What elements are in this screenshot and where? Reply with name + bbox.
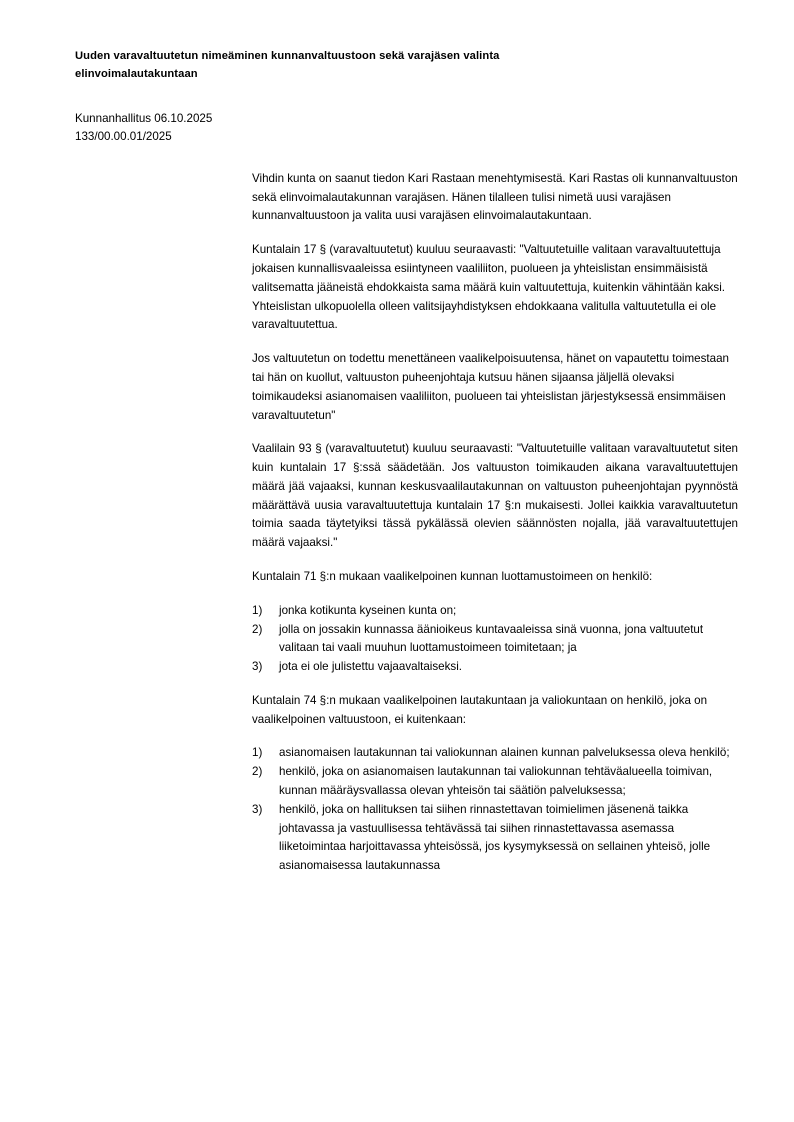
paragraph-kuntalaki-17-a: Kuntalain 17 § (varavaltuutetut) kuuluu seuraavasti: "Valtuutetuille valitaan varavaltuutettuja jokaisen kunnallisvaaleissa esiintyneen vaaliliiton, puolueen ja yhteislistan ensimmäisistä valitsematta jääneistä ehdokkaista sama määrä kuin valtuutettuja, kuitenkin vähintään kaksi. Yhteislistan ulkopuolella olleen valitsijayhdistyksen ehdokkaana valitulla valtuutetulla ei ole varavaltuutettua. <box>252 243 726 332</box>
list-item <box>252 658 738 677</box>
list-item-text: jota ei ole julistettu vajaavaltaiseksi. <box>279 660 463 674</box>
list-item <box>252 801 738 876</box>
section-71-list <box>252 602 738 677</box>
paragraph-intro: Vihdin kunta on saanut tiedon Kari Rastaan menehtymisestä. Kari Rastas oli kunnanvaltuuston sekä elinvoimalautakunnan varajäsen. Hänen tilalleen tulisi nimetä uusi varajäsen kunnanvaltuustoon ja valita uusi varajäsen elinvoimalautakuntaan. <box>252 171 738 223</box>
list-item-text: jolla on jossakin kunnassa äänioikeus kuntavaaleissa sinä vuonna, jona valtuutetut valitaan tai vaali muuhun luottamustoimeen toimitetaan; ja <box>279 622 704 655</box>
paragraph-kuntalaki-17-b: Jos valtuutetun on todettu menettäneen vaalikelpoisuutensa, hänet on vapautettu toimestaan tai hän on kuollut, valtuuston puheenjohtaja kutsuu hänen sijaansa jäljellä olevaksi toimikaudeksi asianomaisen vaaliliiton, puolueen tai yhteislistan järjestyksessä ensimmäisen varavaltuutetun" <box>252 352 729 422</box>
document-body <box>252 170 738 876</box>
list-item-text: henkilö, joka on hallituksen tai siihen rinnastettavan toimielimen jäsenenä taikka johtavassa ja vastuullisessa tehtävässä tai siihen rinnastettavassa asemassa liiketoimintaa harjoittavassa yhteisössä, jos kysymyksessä on sellainen yhteisö, jolle asianomaisessa lautakunnassa <box>279 802 711 873</box>
list-marker: 2) <box>252 765 263 779</box>
paragraph-vaalilaki-93: Vaalilain 93 § (varavaltuutetut) kuuluu seuraavasti: "Valtuutetuille valitaan varavaltuutetut siten kuin kuntalain 17 §:ssä säädetään. Jos valtuuston toimikauden aikana varavaltuutettujen määrä jää vajaaksi, kunnan keskusvaalilautakunnan on valtuuston puheenjohtajan pyynnöstä määrättävä uusia varavaltuutettuja kuntalain 17 §:n mukaisesti. Jollei kaikkia varavaltuutetun toimia saada täytetyiksi tässä pykälässä olevien säännösten nojalla, jää varavaltuutettujen määrä vajaaksi." <box>252 442 738 550</box>
list-item-text: jonka kotikunta kyseinen kunta on; <box>279 603 457 617</box>
page-title: Uuden varavaltuutetun nimeäminen kunnanvaltuustoon sekä varajäsen valinta elinvoimalautakuntaan <box>75 50 500 81</box>
list-marker: 3) <box>252 660 263 674</box>
list-marker: 2) <box>252 622 263 636</box>
meta-organ-date: Kunnanhallitus 06.10.2025 <box>75 111 213 125</box>
list-marker: 1) <box>252 603 263 617</box>
list-item <box>252 763 738 801</box>
section-74-intro: Kuntalain 74 §:n mukaan vaalikelpoinen lautakuntaan ja valiokuntaan on henkilö, joka on vaalikelpoinen valtuustoon, ei kuitenkaan: <box>252 693 708 726</box>
list-item-text: asianomaisen lautakunnan tai valiokunnan alainen kunnan palveluksessa oleva henkilö; <box>279 746 730 760</box>
section-74-list <box>252 744 738 875</box>
meta-reference: 133/00.00.01/2025 <box>75 129 172 143</box>
list-marker: 1) <box>252 746 263 760</box>
list-item <box>252 602 738 621</box>
list-item <box>252 621 738 659</box>
document-meta <box>75 110 737 146</box>
list-marker: 3) <box>252 802 263 816</box>
list-item <box>252 744 738 763</box>
section-71-intro: Kuntalain 71 §:n mukaan vaalikelpoinen kunnan luottamustoimeen on henkilö: <box>252 569 653 583</box>
list-item-text: henkilö, joka on asianomaisen lautakunnan tai valiokunnan tehtäväalueella toimivan, kunnan määräysvallassa olevan yhteisön tai säätiön palveluksessa; <box>279 765 713 797</box>
